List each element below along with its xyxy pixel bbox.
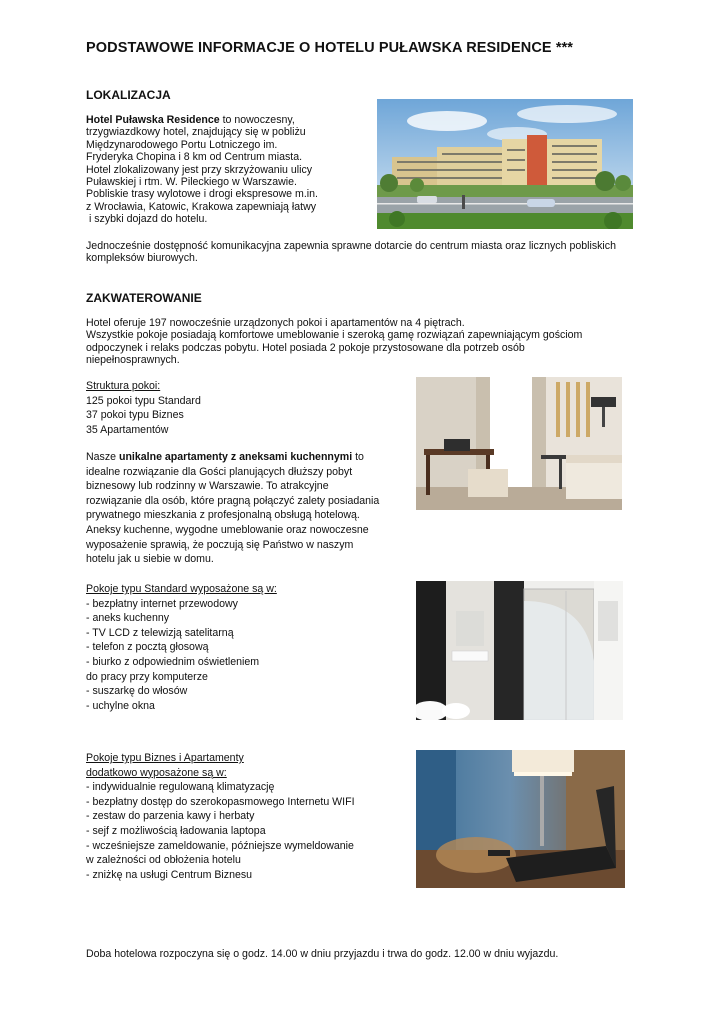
lokalizacja-line-1 [86, 114, 376, 126]
apartamenty-line: Aneksy kuchenne, wygodne umeblowanie oraz nowoczesne [86, 523, 369, 536]
lokalizacja-line: z Wrocławia, Katowic, Krakowa zapewniają łatwy [86, 200, 317, 213]
apartamenty-line: idealne rozwiązanie dla Gości planujących dłuższy pobyt [86, 465, 353, 478]
desk-laptop-photo [416, 750, 625, 888]
apartamenty-line: rozwiązanie dla osób, które pragną połączyć zalety posiadania [86, 494, 380, 507]
biznes-item: - indywidualnie regulowaną klimatyzację [86, 781, 275, 794]
apartamenty-line-1 [86, 450, 406, 465]
standard-item: do pracy przy komputerze [86, 670, 208, 683]
intro-line: niepełnosprawnych. [86, 354, 180, 367]
standard-item: - suszarkę do włosów [86, 685, 188, 698]
biznes-section [86, 751, 416, 882]
hotel-exterior-photo [377, 99, 633, 229]
biznes-heading-1: Pokoje typu Biznes i Apartamenty [86, 752, 244, 764]
lokalizacja-paragraph-2 [86, 240, 646, 265]
standard-item: - biurko z odpowiednim oświetleniem [86, 655, 260, 668]
standard-item: - telefon z pocztą głosową [86, 641, 209, 654]
apartamenty-line: hotelu jak u siebie w domu. [86, 553, 214, 566]
biznes-heading-2: dodatkowo wyposażone są w: [86, 766, 227, 779]
struktura-item: 37 pokoi typu Biznes [86, 409, 184, 422]
lokalizacja-line: Hotel zlokalizowany jest przy skrzyżowaniu ulicy [86, 163, 313, 176]
standard-heading: Pokoje typu Standard wyposażone są w: [86, 583, 277, 595]
apartamenty-lead: Nasze [86, 451, 119, 463]
intro-line: odpoczynek i relaks podczas pobytu. Hotel posiada 2 pokoje przystosowane dla potrzeb osób [86, 341, 525, 354]
lokalizacja-line: Pobliskie trasy wylotowe i drogi ekspresowe m.in. [86, 188, 318, 201]
apartamenty-line: wyposażenie sprawią, że poczują się Państwo w naszym [86, 538, 354, 551]
hotel-name-bold: Hotel Puławska Residence [86, 114, 220, 126]
intro-line: Hotel oferuje 197 nowocześnie urządzonych pokoi i apartamentów na 4 piętrach. [86, 317, 465, 329]
struktura-heading: Struktura pokoi: [86, 380, 161, 392]
intro-line: Wszystkie pokoje posiadają komfortowe umeblowanie i szeroką gamę rozwiązań zapewniającym gościom [86, 329, 583, 342]
standard-item: - aneks kuchenny [86, 612, 170, 625]
lokalizacja-p2-line: Jednocześnie dostępność komunikacyjna zapewnia sprawne dotarcie do centrum miasta oraz licznych pobliskich [86, 240, 616, 252]
zakwaterowanie-intro [86, 317, 646, 367]
lokalizacja-line: Międzynarodowego Portu Lotniczego im. [86, 138, 278, 151]
standard-section [86, 582, 406, 713]
apartamenty-paragraph [86, 450, 406, 567]
standard-item: - bezpłatny internet przewodowy [86, 597, 238, 610]
apartamenty-rest: to [352, 451, 364, 463]
lokalizacja-paragraph [86, 114, 376, 226]
apartamenty-line: prywatnego mieszkania z profesjonalną obsługą hotelową. [86, 509, 360, 522]
lokalizacja-line: Fryderyka Chopina i 8 km od Centrum miasta. [86, 151, 303, 164]
biznes-item: w zależności od obłożenia hotelu [86, 854, 241, 867]
struktura-pokoi [86, 379, 406, 437]
lokalizacja-p2-line: kompleksów biurowych. [86, 252, 198, 265]
lokalizacja-line: i szybki dojazd do hotelu. [86, 213, 208, 226]
lokalizacja-line: trzygwiazdkowy hotel, znajdujący się w pobliżu [86, 126, 306, 139]
apartamenty-bold: unikalne apartamenty z aneksami kuchennymi [118, 451, 353, 463]
section-heading-lokalizacja: LOKALIZACJA [86, 88, 171, 102]
standard-item: - uchylne okna [86, 699, 155, 712]
struktura-item: 125 pokoi typu Standard [86, 394, 201, 407]
biznes-item: - zniżkę na usługi Centrum Biznesu [86, 868, 253, 881]
lokalizacja-line-1-rest: to nowoczesny, [219, 114, 295, 126]
bathroom-photo [416, 581, 623, 720]
struktura-item: 35 Apartamentów [86, 423, 169, 436]
apartamenty-line: biznesowy lub rodzinny w Warszawie. To atrakcyjne [86, 480, 329, 493]
biznes-item: - zestaw do parzenia kawy i herbaty [86, 810, 255, 823]
lokalizacja-line: Puławskiej i rtm. W. Pileckiego w Warszawie. [86, 176, 297, 189]
section-heading-zakwaterowanie: ZAKWATEROWANIE [86, 291, 202, 305]
footer-note: Doba hotelowa rozpoczyna się o godz. 14.00 w dniu przyjazdu i trwa do godz. 12.00 w dniu wyjazdu. [86, 948, 559, 960]
standard-item: - TV LCD z telewizją satelitarną [86, 626, 234, 639]
room-photo [416, 377, 622, 510]
biznes-item: - sejf z możliwością ładowania laptopa [86, 824, 266, 837]
biznes-item: - bezpłatny dostęp do szerokopasmowego Internetu WIFI [86, 795, 355, 808]
page-title: PODSTAWOWE INFORMACJE O HOTELU PUŁAWSKA RESIDENCE *** [86, 40, 574, 56]
biznes-item: - wcześniejsze zameldowanie, późniejsze wymeldowanie [86, 839, 354, 852]
